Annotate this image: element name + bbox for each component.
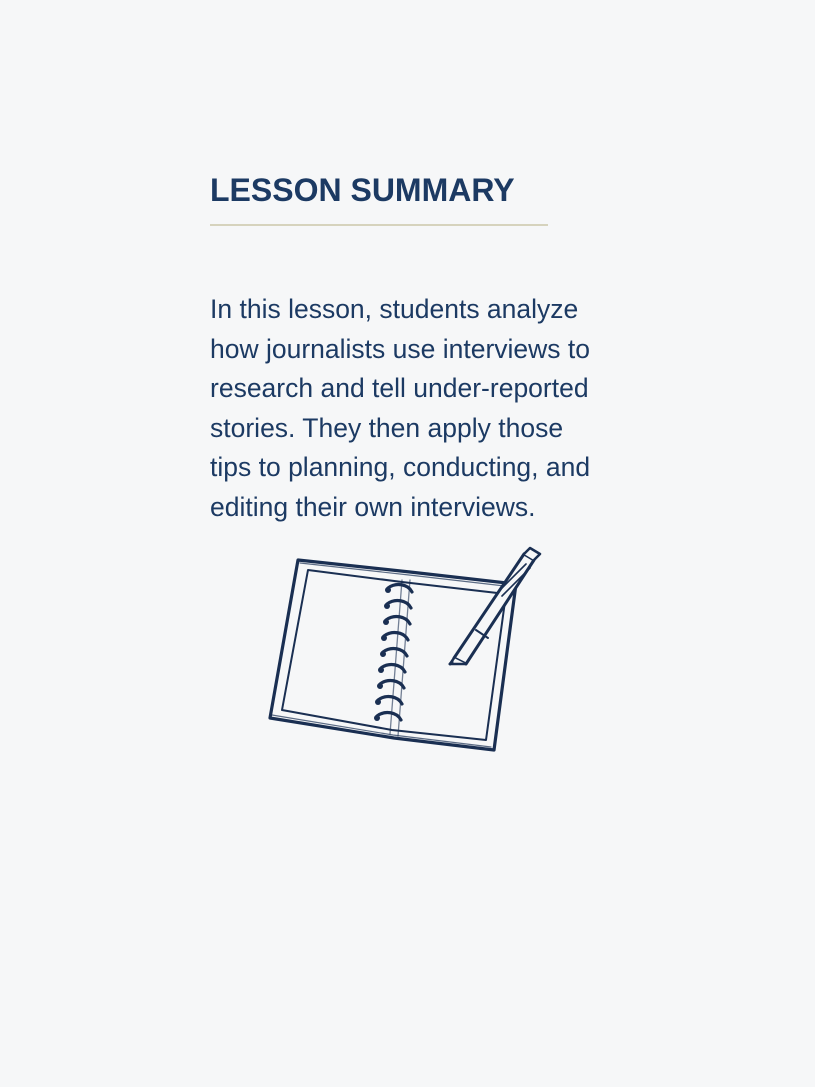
lesson-summary-text [210, 290, 630, 527]
summary-line: In this lesson, students analyze [210, 294, 579, 324]
summary-line: tips to planning, conducting, and [210, 452, 591, 482]
summary-line: editing their own interviews. [210, 491, 536, 522]
summary-line: research and tell under-reported [210, 373, 589, 403]
title-divider [210, 224, 548, 226]
lesson-summary-title: LESSON SUMMARY [210, 172, 515, 208]
notebook-and-pen-icon [262, 540, 552, 760]
summary-line: stories. They then apply those [210, 412, 564, 443]
summary-line: how journalists use interviews to [210, 333, 591, 364]
